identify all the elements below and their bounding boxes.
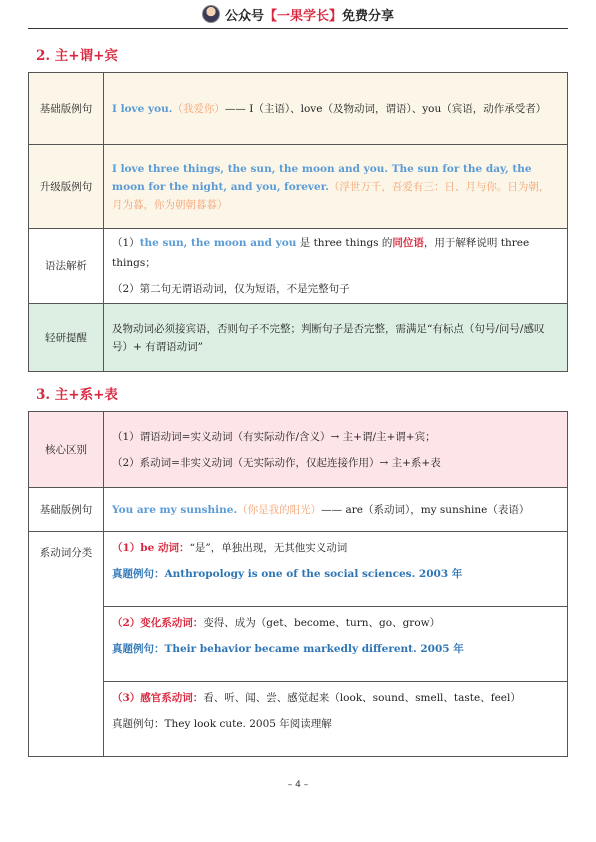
row-content [104,488,568,532]
page-header [0,0,596,28]
verb-type-head-line [112,688,559,708]
verb-type-title: （2）变化系动词： [112,617,204,629]
chinese-translation: （浮世万千，吾爱有三：日、月与你。日为朝，月为暮，你为朝朝暮暮） [112,180,550,211]
row-content [104,73,568,145]
row-label: 核心区别 [29,412,104,488]
section-title-3: 3. 主+系+表 [36,387,118,403]
row-label: 基础版例句 [29,73,104,145]
tip-text: 及物动词必须接宾语，否则句子不完整；判断句子是否完整，需满足“有标点（句号/问号/感叹号）+ 有谓语动词” [104,304,568,372]
example-sentence: Anthropology is one of the social sciences. 2003 年 [164,568,463,580]
example-sentence: They look cute. 2005 年阅读理解 [164,718,332,730]
page-number: – 4 – [287,780,309,790]
verb-type-desc: 看、听、闻、尝、感觉起来（look、sound、smell、taste、feel） [203,692,521,704]
english-sentence: I love you. [112,102,173,115]
row-content [104,412,568,488]
section2-table [28,72,568,372]
verb-type-example-line [112,564,559,584]
verb-type-head-line [112,613,559,633]
grammar-line-2: （2）第二句无谓语动词，仅为短语，不是完整句子 [112,283,350,295]
analysis-text: —— are（系动词），my sunshine（表语） [321,503,530,516]
chinese-translation: （我爱你） [172,102,225,115]
verb-type-item [104,607,567,682]
row-advanced-example [29,145,568,229]
verb-type-title: （1）be 动词： [112,542,190,554]
verb-type-example-line [112,639,559,659]
row-tip [29,304,568,372]
example-label: 真题例句： [112,718,165,730]
verb-type-desc: 变得、成为（get、become、turn、go、grow） [203,617,441,629]
row-label: 升级版例句 [29,145,104,229]
line-rest: ，用于解释说明 three things； [112,237,530,269]
verb-type-example-line [112,714,559,734]
header-divider [28,28,568,29]
row-label: 轻研提醒 [29,304,104,372]
row-linking-verb-types [29,532,568,757]
row-grammar [29,229,568,304]
section3-table [28,411,568,757]
verb-type-item [104,682,567,756]
row-core-difference [29,412,568,488]
example-label: 真题例句： [112,568,165,580]
core-line-2: （2）系动词=非实义动词（无实际动作，仅起连接作用）→ 主+系+表 [112,456,441,469]
row-content [104,532,568,757]
header-prefix: 公众号 [224,8,264,24]
keyword-appositive: 同位语 [392,237,424,249]
section-title-2: 2. 主+谓+宾 [36,48,118,64]
row-basic-example-3 [29,488,568,532]
row-label: 系动词分类 [29,532,104,757]
verb-type-head-line [112,538,559,558]
row-basic-example [29,73,568,145]
row-content [104,145,568,229]
example-label: 真题例句： [112,643,165,655]
core-line-1: （1）谓语动词=实义动词（有实际动作/含义）→ 主+谓/主+谓+宾； [112,430,436,443]
analysis-text: —— I（主语）、love（及物动词，谓语）、you（宾语，动作承受者） [224,102,547,115]
line-mid: 是 three things 的 [296,237,393,249]
grammar-line-1 [112,233,559,273]
english-sentence: I love three things, the sun, the moon and you. The sun for the day, the moon for the night, and you, forever. [112,162,532,193]
header-suffix: 免费分享 [342,8,395,24]
row-label: 基础版例句 [29,488,104,532]
english-sentence: You are my sunshine. [112,503,238,516]
avatar-icon [202,5,220,23]
chinese-translation: （你是我的阳光） [237,503,322,516]
verb-type-item [104,532,567,607]
example-sentence: Their behavior became markedly different. 2005 年 [164,643,464,655]
row-content [104,229,568,304]
row-label: 语法解析 [29,229,104,304]
verb-type-title: （3）感官系动词： [112,692,204,704]
line-prefix: （1） [112,237,140,249]
english-phrase: the sun, the moon and you [139,237,297,249]
header-brand: 【一果学长】 [263,8,342,24]
verb-type-desc: “是”，单独出现，无其他实义动词 [189,542,348,554]
